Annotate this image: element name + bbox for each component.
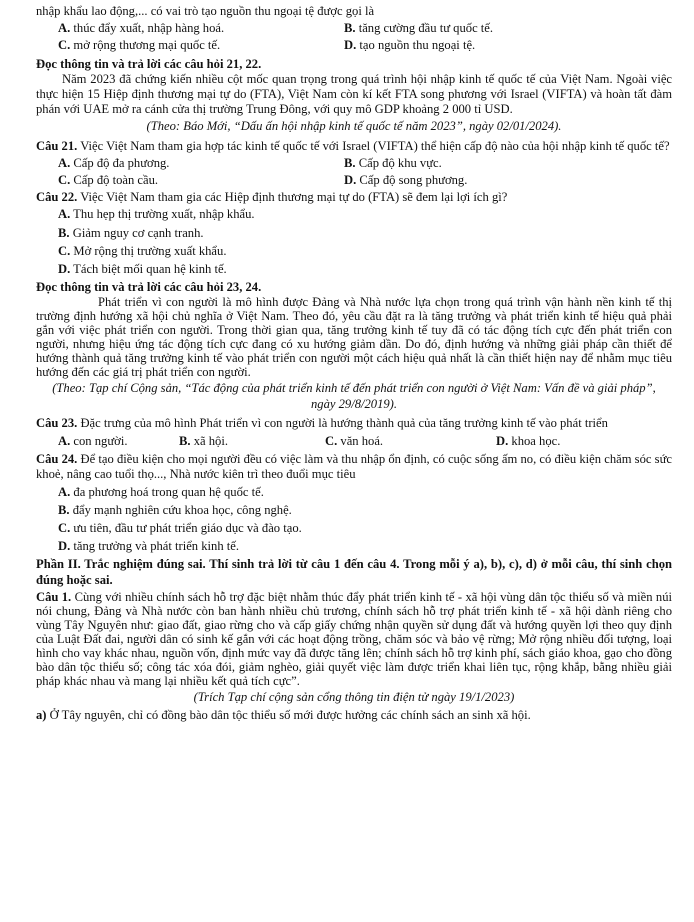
part-2-question-1-text: Cùng với nhiều chính sách hỗ trợ đặc biệt nhằm thúc đẩy phát triển kinh tế - xã hội vùng dân tộc thiểu số và miền núi nói chung, Đảng và Nhà nước còn ban hành nhiều chủ trương, chính sách hỗ trợ phát triển kinh tế - xã hội dành riêng cho vùng Tây Nguyên như: giao đất, giao rừng cho và cấp giấy chứng nhận quyền sử dụng đất và hướng quyền lợi theo quy định của Luật Đất đai, người dân có sinh kế gắn với các hoạt động trồng, chăm sóc và bảo vệ rừng; Mở rộng nhiều đối tượng, loại hình cho vay khác nhau, nguồn vốn, định mức vay đã được tăng lên; chính sách hỗ trợ kinh phí, sách giáo khoa, gạo cho đồng bào dân tộc thiểu số; công tác xóa đói, giảm nghèo, giải quyết việc làm được triển khai liên tục, rộng khắp, bằng nhiều giải pháp khác nhau và mang lại nhiều kết quả tích cực”.: [36, 589, 672, 688]
q23-option-b[interactable]: B. xã hội.: [179, 434, 228, 449]
question-24: [36, 452, 672, 482]
q24-option-a[interactable]: A. đa phương hoá trong quan hệ quốc tế.: [58, 484, 264, 499]
part-2-question-1-label: Câu 1.: [36, 589, 72, 604]
heading-23-24: Đọc thông tin và trả lời các câu hỏi 23, 24.: [36, 280, 262, 295]
part-2-question-1-source: (Trích Tạp chí cộng sản cổng thông tin điện tử ngày 19/1/2023): [193, 689, 515, 704]
question-21: [36, 139, 672, 154]
q23-option-a[interactable]: A. con người.: [58, 434, 128, 449]
q23-options: [36, 433, 672, 450]
q22-option-c[interactable]: C. Mở rộng thị trường xuất khẩu.: [58, 243, 227, 258]
q22-option-b[interactable]: B. Giảm nguy cơ cạnh tranh.: [58, 225, 204, 240]
q21-option-a[interactable]: A. Cấp độ đa phương.: [58, 155, 170, 170]
q24-options: [36, 485, 672, 555]
q21-option-b[interactable]: B. Cấp độ khu vực.: [344, 155, 442, 170]
q20-option-c[interactable]: C. mở rộng thương mại quốc tế.: [58, 38, 221, 53]
q21-options: [36, 155, 672, 189]
q23-option-d[interactable]: D. khoa học.: [496, 434, 561, 449]
q20-option-a[interactable]: A. thúc đẩy xuất, nhập hàng hoá.: [58, 21, 225, 36]
question-24-text: Để tạo điều kiện cho mọi người đều có việc làm và thu nhập ổn định, có cuộc sống ấm no, có điều kiện chăm sóc sức khoẻ, nâng cao tuổi thọ..., Nhà nước kiên trì theo đuổi mục tiêu: [36, 452, 672, 482]
q24-option-c[interactable]: C. ưu tiên, đầu tư phát triển giáo dục và đào tạo.: [58, 521, 302, 536]
q20-option-b[interactable]: B. tăng cường đầu tư quốc tế.: [344, 21, 494, 36]
question-24-label: Câu 24.: [36, 452, 78, 467]
intro-line: nhập khẩu lao động,... có vai trò tạo nguồn thu ngoại tệ được gọi là: [36, 4, 375, 18]
question-22: [36, 190, 672, 205]
part-2-question-1: [36, 590, 672, 688]
source-23-24: (Theo: Tạp chí Cộng sản, “Tác động của phát triển kinh tế đến phát triển con người ở Việt Nam: Vấn đề và giải pháp”, ngày 29/8/2019).: [52, 381, 656, 411]
passage-21-22: Năm 2023 đã chứng kiến nhiều cột mốc quan trọng trong quá trình hội nhập kinh tế quốc tế của Việt Nam. Ngoài việc thực hiện 15 Hiệp định thương mại tự do (FTA), Việt Nam còn kí kết FTA song phương với Israel (VIFTA) và hoàn tất đàm phán với UAE mở ra cánh cửa thị trường Trung Đông, với quy mô GDP khoảng 2 000 tỉ USD.: [36, 71, 672, 117]
passage-23-24: Phát triển vì con người là mô hình được Đảng và Nhà nước lựa chọn trong quá trình vận hành nền kinh tế thị trường định hướng xã hội chủ nghĩa ở Việt Nam. Theo đó, yêu cầu đặt ra là tăng trưởng và phát triển kinh tế hiệu quả phải gắn với việc phát triển con người. Trong thời gian qua, tăng trưởng kinh tế tuy đã có tác động tích cực đến phát triển con người, nhưng hiệu ứng tác động tích cực đang có xu hướng giảm dần. Do đó, định hướng và những giải pháp cần thiết để hướng thành quả tăng trưởng kinh tế vào phát triển con người một cách hiệu quả nhất là cần thiết hiện nay để nhằm mục tiêu hướng đến các giá trị phát triển con người.: [36, 295, 672, 380]
question-22-label: Câu 22.: [36, 190, 78, 205]
question-22-text: Việc Việt Nam tham gia các Hiệp định thương mại tự do (FTA) sẽ đem lại lợi ích gì?: [80, 190, 508, 205]
q23-option-c[interactable]: C. văn hoá.: [325, 434, 384, 449]
q24-option-b[interactable]: B. đẩy mạnh nghiên cứu khoa học, công nghệ.: [58, 502, 292, 517]
q22-options: [36, 207, 672, 277]
q22-option-d[interactable]: D. Tách biệt mối quan hệ kinh tế.: [58, 262, 227, 277]
heading-21-22: Đọc thông tin và trả lời các câu hỏi 21, 22.: [36, 56, 262, 71]
question-21-label: Câu 21.: [36, 138, 78, 153]
question-23-text: Đặc trưng của mô hình Phát triển vì con người là hướng thành quả của tăng trưởng kinh tế vào phát triển: [80, 415, 608, 430]
q20-option-d[interactable]: D. tạo nguồn thu ngoại tệ.: [344, 38, 476, 53]
source-21-22: (Theo: Báo Mới, “Dấu ấn hội nhập kinh tế quốc tế năm 2023”, ngày 02/01/2024).: [146, 119, 562, 134]
part-2-question-1-item-a[interactable]: a) Ở Tây nguyên, chỉ có đồng bào dân tộc thiểu số mới được hưởng các chính sách an sinh xã hội.: [36, 708, 531, 723]
q20-options: [36, 20, 672, 54]
q21-option-c[interactable]: C. Cấp độ toàn cầu.: [58, 173, 159, 188]
q22-option-a[interactable]: A. Thu hẹp thị trường xuất, nhập khẩu.: [58, 207, 255, 222]
question-23-label: Câu 23.: [36, 415, 78, 430]
q21-option-d[interactable]: D. Cấp độ song phương.: [344, 173, 468, 188]
question-23: [36, 416, 672, 431]
question-21-text: Việc Việt Nam tham gia hợp tác kinh tế quốc tế với Israel (VIFTA) thể hiện cấp độ nào của hội nhập kinh tế quốc tế?: [80, 138, 670, 153]
part-2-heading: Phần II. Trắc nghiệm đúng sai. Thí sinh trả lời từ câu 1 đến câu 4. Trong mỗi ý a), b), c), d) ở mỗi câu, thí sinh chọn đúng hoặc sai.: [36, 557, 672, 587]
q24-option-d[interactable]: D. tăng trưởng và phát triển kinh tế.: [58, 539, 240, 554]
